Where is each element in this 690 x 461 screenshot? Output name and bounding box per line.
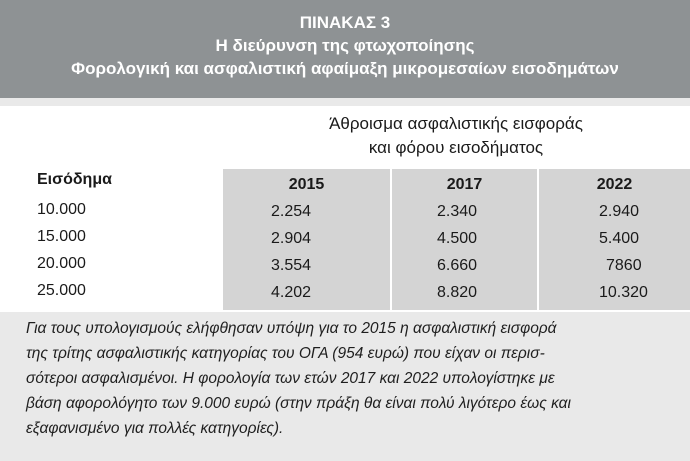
group-header-line1: Άθροισμα ασφαλιστικής εισφοράς <box>329 114 583 133</box>
table-cell: 2.940 <box>599 203 640 220</box>
year-header: 2015 <box>288 176 325 193</box>
table-cell: 5.400 <box>599 230 640 247</box>
table-cell: 6.660 <box>437 257 478 274</box>
table-cell: 2.904 <box>271 230 312 247</box>
income-value: 20.000 <box>37 255 86 272</box>
footnote-line: Για τους υπολογισμούς ελήφθησαν υπόψη για το 2015 η ασφαλιστική εισφορά <box>26 320 557 337</box>
income-header: Εισόδημα <box>37 171 112 188</box>
table-subtitle: Φορολογική και ασφαλιστική αφαίμαξη μικρομεσαίων εισοδημάτων <box>71 59 619 78</box>
table-cell: 4.202 <box>271 284 312 301</box>
year-header: 2022 <box>596 176 633 193</box>
year-column-2017 <box>392 169 537 310</box>
table-header <box>0 0 690 98</box>
table-cell: 4.500 <box>437 230 478 247</box>
table-cell: 2.254 <box>271 203 312 220</box>
year-column-2015 <box>223 169 390 310</box>
footnote-line: εξαφανισμένο για πολλές κατηγορίες). <box>26 420 284 437</box>
income-value: 15.000 <box>37 228 86 245</box>
income-value: 10.000 <box>37 201 86 218</box>
table-cell: 7860 <box>606 257 642 274</box>
table-cell: 2.340 <box>437 203 478 220</box>
table-cell: 3.554 <box>271 257 312 274</box>
year-header: 2017 <box>446 176 483 193</box>
footnote-line: σότεροι ασφαλισμένοι. Η φορολογία των ετών 2017 και 2022 υπολογίστηκε με <box>26 370 555 387</box>
year-column-2022 <box>539 169 690 310</box>
footnote <box>26 316 676 441</box>
divider <box>0 310 690 312</box>
income-value: 25.000 <box>37 282 86 299</box>
table-title: Η διεύρυνση της φτωχοποίησης <box>215 36 475 55</box>
footnote-line: βάση αφορολόγητο των 9.000 ευρώ (στην πράξη θα είναι πολύ λιγότερο έως και <box>26 395 571 412</box>
group-header <box>222 106 690 168</box>
footnote-line: της τρίτης ασφαλιστικής κατηγορίας του ΟΓΑ (954 ευρώ) που είχαν οι περισ- <box>26 345 545 362</box>
group-header-line2: και φόρου εισοδήματος <box>368 138 544 157</box>
data-table <box>0 106 690 310</box>
table-cell: 8.820 <box>437 284 478 301</box>
table-number: ΠΙΝΑΚΑΣ 3 <box>299 13 391 32</box>
table-cell: 10.320 <box>599 284 648 301</box>
